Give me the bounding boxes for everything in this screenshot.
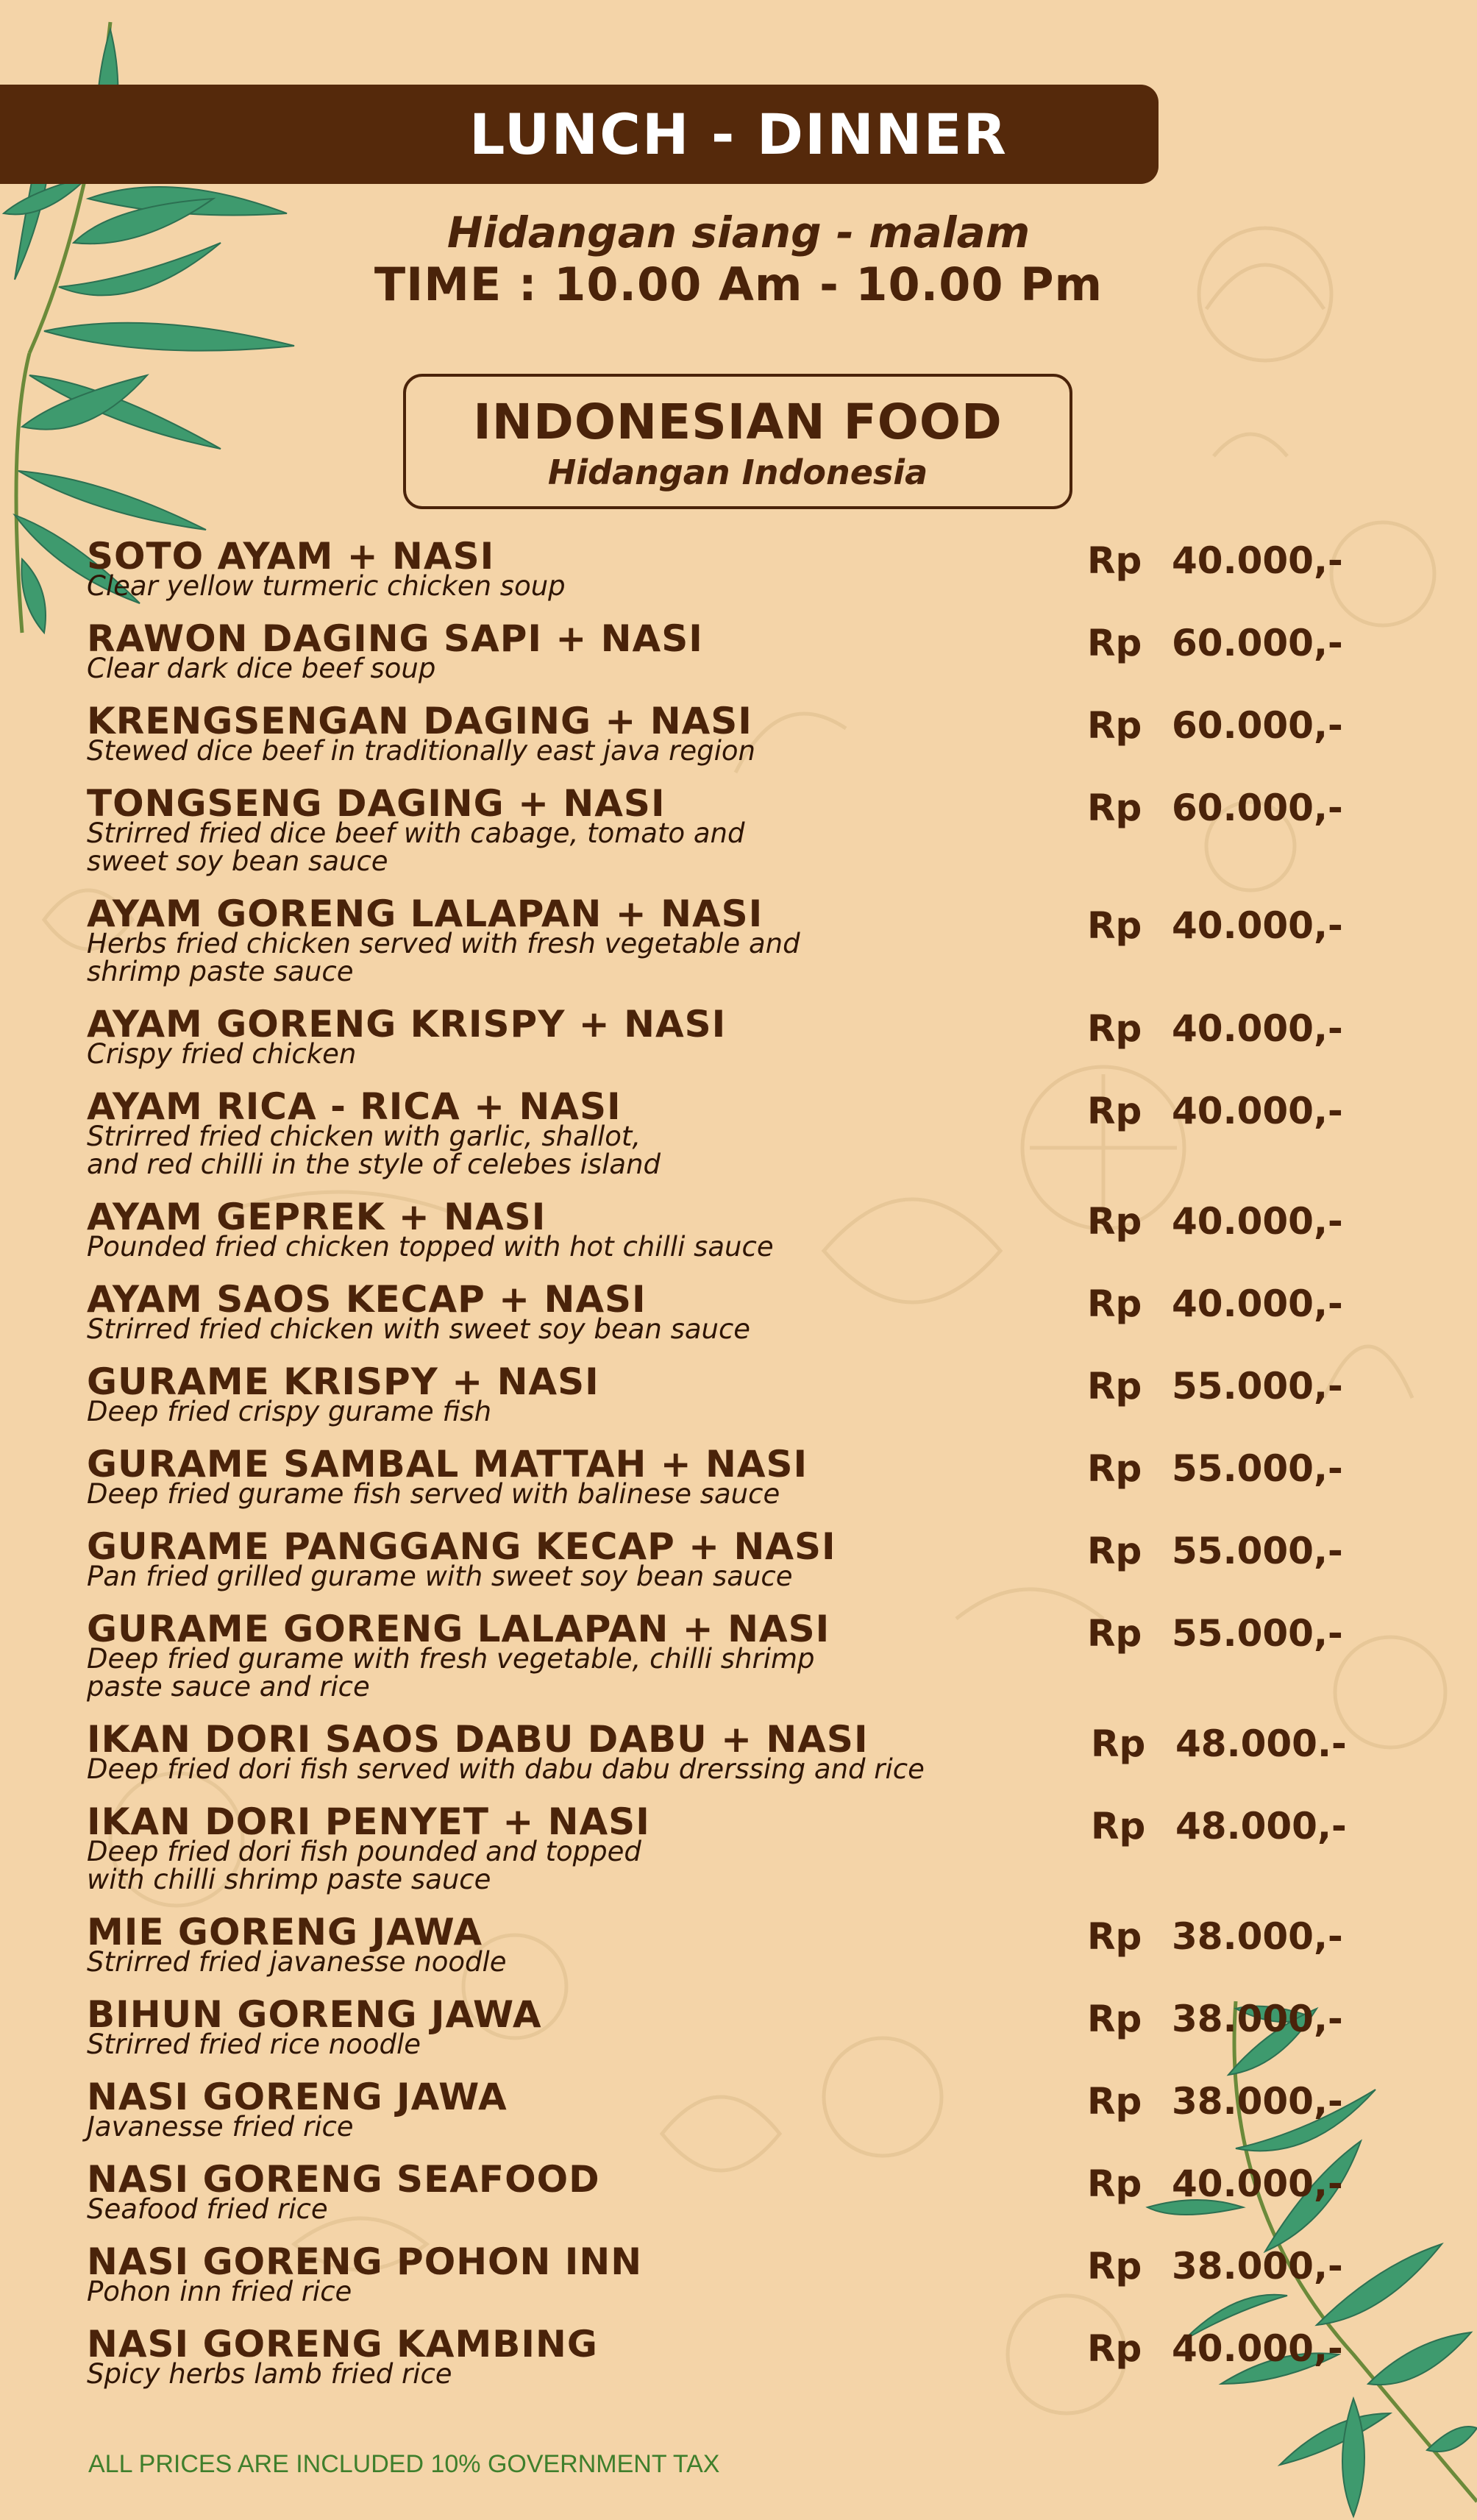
currency-label: Rp [1087,1998,1142,2040]
price-value: 55.000,- [1172,1530,1343,1572]
item-name: MIE GORENG JAWA [87,1911,483,1953]
item-description-line: Strirred fried dice beef with cabage, tomato and [87,817,745,849]
currency-label: Rp [1087,787,1142,829]
item-description-line: Seafood fried rice [87,2193,328,2225]
item-price [1087,540,1343,581]
item-name: NASI GORENG KAMBING [87,2323,598,2365]
price-value: 38.000,- [1172,1915,1343,1958]
item-name: AYAM GEPREK + NASI [87,1196,547,1238]
section-title: INDONESIAN FOOD [473,394,1003,450]
item-name: IKAN DORI SAOS DABU DABU + NASI [87,1718,869,1761]
item-name: AYAM GORENG LALAPAN + NASI [87,892,764,935]
item-name: TONGSENG DAGING + NASI [87,782,666,825]
price-value: 60.000,- [1172,787,1343,829]
item-description [87,1948,1014,1976]
item-description-line: Deep fried dori fish served with dabu dabu drerssing and rice [87,1753,925,1785]
item-description [87,2113,1014,2141]
item-price [1087,1090,1343,1132]
item-name: AYAM SAOS KECAP + NASI [87,1278,647,1321]
item-description [87,2278,1014,2306]
item-price [1087,2163,1343,2204]
item-description [87,1753,1117,1785]
item-description [87,1480,1014,1508]
item-description [87,1563,1014,1591]
item-description [87,1645,1014,1701]
item-description-line: Pounded fried chicken topped with hot chilli sauce [87,1231,774,1263]
currency-label: Rp [1087,539,1142,582]
item-description-line: Javanesse fried rice [87,2111,354,2143]
currency-label: Rp [1087,1365,1142,1408]
price-value: 40.000,- [1172,1282,1343,1325]
currency-label: Rp [1091,1722,1146,1765]
item-description [87,1313,1014,1345]
item-description-line: Strirred fried chicken with garlic, shallot, [87,1121,641,1152]
item-description-line: Deep fried dori fish pounded and topped [87,1836,641,1867]
price-value: 55.000,- [1172,1612,1343,1655]
item-name: GURAME PANGGANG KECAP + NASI [87,1525,836,1568]
item-description [87,1233,1014,1261]
page-subtitle: Hidangan siang - malam [446,207,1031,258]
price-value: 38.000,- [1172,1998,1343,2040]
item-description-line: Strirred fried chicken with sweet soy bean sauce [87,1313,751,1345]
item-price [1091,1723,1347,1764]
item-price [1087,1613,1343,1654]
price-value: 40.000,- [1172,539,1343,582]
item-name: AYAM GORENG KRISPY + NASI [87,1003,727,1046]
item-description-line: Crispy fried chicken [87,1038,357,1070]
price-value: 40.000,- [1172,1200,1343,1243]
item-name: GURAME KRISPY + NASI [87,1360,599,1403]
page-title: LUNCH - DINNER [469,102,1008,167]
item-price [1087,905,1343,946]
item-description [87,817,1014,877]
currency-label: Rp [1087,1200,1142,1243]
item-description-line: Pohon inn fried rice [87,2276,352,2307]
currency-label: Rp [1087,1447,1142,1490]
item-price [1087,622,1343,664]
price-value: 60.000,- [1172,622,1343,664]
item-price [1087,787,1343,828]
price-value: 40.000,- [1172,2162,1343,2205]
price-value: 60.000,- [1172,704,1343,747]
item-description-line: Spicy herbs lamb fried rice [87,2358,452,2390]
item-description-line: Pan fried grilled gurame with sweet soy bean sauce [87,1561,793,1592]
item-description-line: with chilli shrimp paste sauce [87,1864,491,1895]
service-time: TIME : 10.00 Am - 10.00 Pm [374,258,1103,311]
item-price [1087,1201,1343,1242]
section-subtitle: Hidangan Indonesia [547,452,928,492]
item-price [1087,1283,1343,1324]
item-description [87,1040,1014,1068]
item-description-line: Strirred fried rice noodle [87,2029,421,2060]
price-value: 40.000,- [1172,904,1343,947]
item-name: NASI GORENG POHON INN [87,2240,643,2283]
item-description-line: Stewed dice beef in traditionally east java region [87,735,755,767]
price-value: 38.000,- [1172,2080,1343,2123]
price-value: 40.000,- [1172,2327,1343,2370]
item-price [1087,1448,1343,1489]
item-description-line: and red chilli in the style of celebes island [87,1149,661,1180]
item-description [87,655,1014,683]
price-value: 40.000,- [1172,1090,1343,1132]
item-price [1087,2081,1343,2122]
item-description [87,1838,1014,1894]
item-description-line: Herbs fried chicken served with fresh vegetable and [87,928,800,959]
currency-label: Rp [1087,704,1142,747]
currency-label: Rp [1087,1915,1142,1958]
item-name: NASI GORENG SEAFOOD [87,2158,600,2201]
currency-label: Rp [1091,1805,1146,1848]
currency-label: Rp [1087,2245,1142,2287]
item-description-line: Clear dark dice beef soup [87,653,436,684]
item-description-line: Strirred fried javanesse noodle [87,1946,507,1978]
item-price [1087,2246,1343,2287]
item-description [87,737,1014,765]
currency-label: Rp [1087,2162,1142,2205]
price-value: 38.000,- [1172,2245,1343,2287]
currency-label: Rp [1087,2080,1142,2123]
price-value: 55.000,- [1172,1447,1343,1490]
item-name: GURAME SAMBAL MATTAH + NASI [87,1443,808,1486]
item-name: SOTO AYAM + NASI [87,535,495,578]
item-name: BIHUN GORENG JAWA [87,1993,542,2036]
item-price [1087,705,1343,746]
item-name: GURAME GORENG LALAPAN + NASI [87,1608,830,1650]
item-price [1087,1530,1343,1572]
item-description-line: Deep fried crispy gurame fish [87,1396,492,1427]
item-price [1087,2328,1343,2369]
item-price [1087,1366,1343,1407]
item-name: RAWON DAGING SAPI + NASI [87,617,703,660]
price-value: 40.000,- [1172,1007,1343,1050]
tax-note: ALL PRICES ARE INCLUDED 10% GOVERNMENT TAX [88,2450,720,2478]
currency-label: Rp [1087,1090,1142,1132]
price-value: 48.000.- [1175,1722,1347,1765]
item-description-line: Deep fried gurame with fresh vegetable, chilli shrimp [87,1643,815,1675]
item-price [1087,1916,1343,1957]
item-price [1087,1008,1343,1049]
currency-label: Rp [1087,622,1142,664]
item-description-line: shrimp paste sauce [87,956,354,987]
currency-label: Rp [1087,1530,1142,1572]
item-description-line: Clear yellow turmeric chicken soup [87,570,566,602]
item-description [87,2031,1014,2059]
item-description [87,930,1014,986]
price-value: 55.000,- [1172,1365,1343,1408]
currency-label: Rp [1087,1282,1142,1325]
item-name: IKAN DORI PENYET + NASI [87,1800,650,1843]
item-description [87,1398,1014,1426]
currency-label: Rp [1087,2327,1142,2370]
currency-label: Rp [1087,1612,1142,1655]
currency-label: Rp [1087,904,1142,947]
item-description-line: sweet soy bean sauce [87,845,388,877]
item-description [87,1123,1014,1179]
item-description [87,2360,1014,2388]
item-name: KRENGSENGAN DAGING + NASI [87,700,752,742]
item-description [87,572,1014,600]
item-description [87,2193,1014,2225]
currency-label: Rp [1087,1007,1142,1050]
item-price [1087,1998,1343,2040]
item-name: NASI GORENG JAWA [87,2076,508,2118]
price-value: 48.000,- [1175,1805,1347,1848]
item-name: AYAM RICA - RICA + NASI [87,1085,622,1128]
item-price [1091,1806,1347,1847]
item-description-line: Deep fried gurame fish served with balinese sauce [87,1478,780,1510]
item-description-line: paste sauce and rice [87,1671,370,1703]
